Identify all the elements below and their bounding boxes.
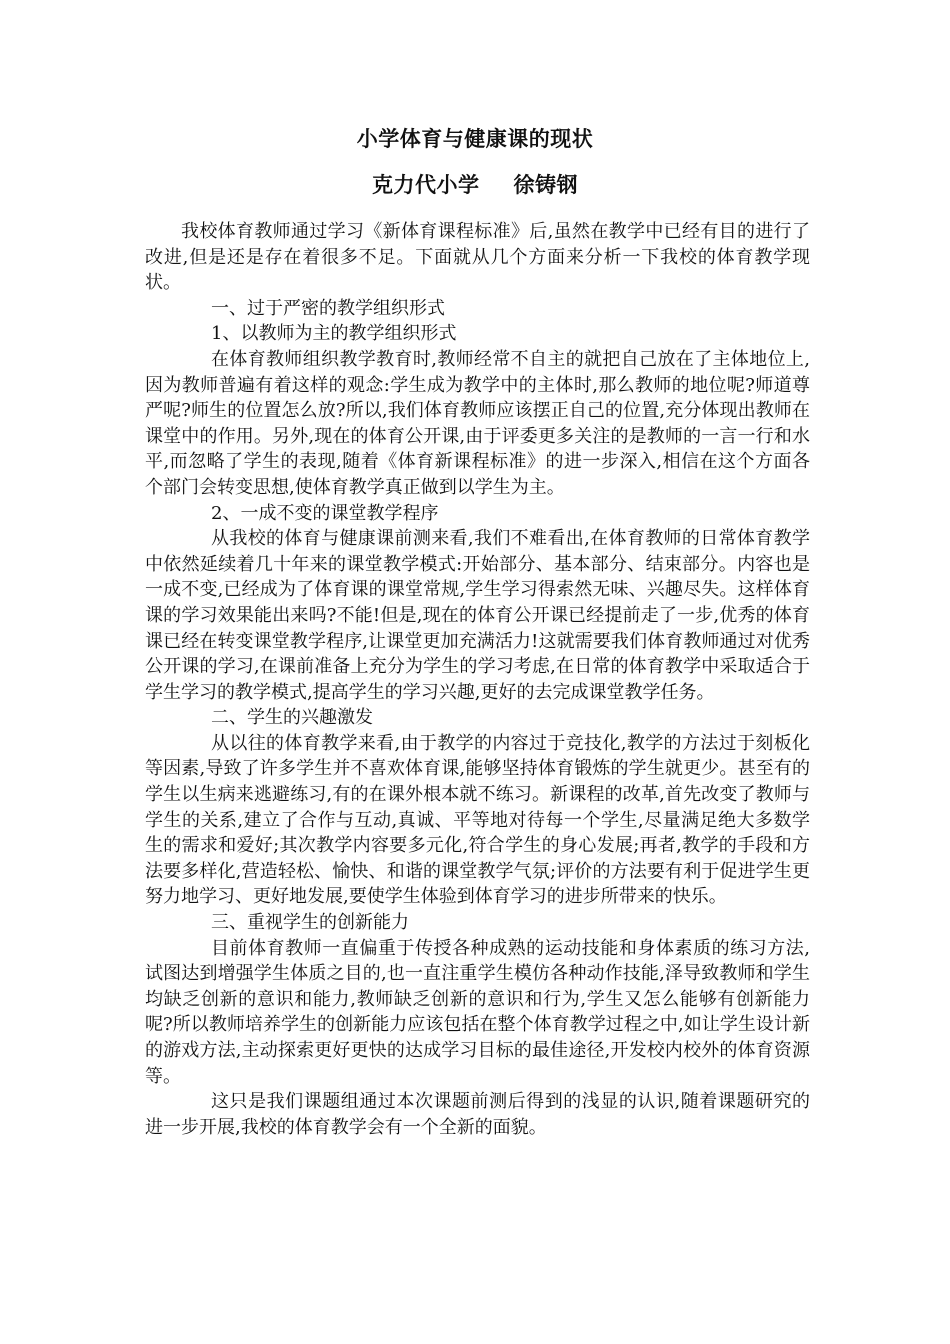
section-heading: 一、过于严密的教学组织形式	[211, 297, 445, 319]
subsection-heading: 2、一成不变的课堂教学程序	[211, 502, 439, 524]
closing-paragraph: 这只是我们课题组通过本次课题前测后得到的浅显的认识,随着课题研究的进一步开展,我校的体育教学会有一个全新的面貌。	[145, 1091, 810, 1138]
byline-school: 克力代小学	[372, 173, 480, 197]
section-heading: 三、重视学生的创新能力	[211, 912, 409, 934]
byline-author: 徐铸钢	[513, 173, 578, 197]
subsection-heading: 1、以教师为主的教学组织形式	[211, 323, 457, 345]
document-title: 小学体育与健康课的现状	[356, 127, 594, 151]
body-paragraph: 从我校的体育与健康课前测来看,我们不难看出,在体育教师的日常体育教学中依然延续着几十年来的课堂教学模式:开始部分、基本部分、结束部分。内容也是一成不变,已经成为了体育课的课堂常规,学生学习得索然无味、兴趣尽失。这样体育课的学习效果能出来吗?不能!但是,现在的体育公开课已经提前走了一步,优秀的体育课已经在转变课堂教学程序,让课堂更加充满活力!这就需要我们体育教师通过对优秀公开课的学习,在课前准备上充分为学生的学习考虑,在日常的体育教学中采取适合于学生学习的教学模式,提高学生的学习兴趣,更好的去完成课堂教学任务。	[145, 528, 810, 703]
body-paragraph: 目前体育教师一直偏重于传授各种成熟的运动技能和身体素质的练习方法,试图达到增强学生体质之目的,也一直注重学生模仿各种动作技能,泽导致教师和学生均缺乏创新的意识和能力,教师缺乏创新的意识和行为,学生又怎么能够有创新能力呢?所以教师培养学生的创新能力应该包括在整个体育教学过程之中,如让学生设计新的游戏方法,主动探索更好更快的达成学习目标的最佳途径,开发校内校外的体育资源等。	[145, 937, 810, 1087]
body-paragraph: 从以往的体育教学来看,由于教学的内容过于竞技化,教学的方法过于刻板化等因素,导致了许多学生并不喜欢体育课,能够坚持体育锻炼的学生就更少。甚至有的学生以生病来逃避练习,有的在课外根本就不练习。新课程的改革,首先改变了教师与学生的关系,建立了合作与互动,真诚、平等地对待每一个学生,尽量满足绝大多数学生的需求和爱好;其次教学内容要多元化,符合学生的身心发展;再者,教学的手段和方法要多样化,营造轻松、愉快、和谐的课堂教学气氛;评价的方法要有利于促进学生更努力地学习、更好地发展,要使学生体验到体育学习的进步所带来的快乐。	[145, 732, 810, 908]
body-paragraph: 在体育教师组织教学教育时,教师经常不自主的就把自己放在了主体地位上,因为教师普遍有着这样的观念:学生成为教学中的主体时,那么教师的地位呢?师道尊严呢?师生的位置怎么放?所以,我们体育教师应该摆正自己的位置,充分体现出教师在课堂中的作用。另外,现在的体育公开课,由于评委更多关注的是教师的一言一行和水平,而忽略了学生的表现,随着《体育新课程标准》的进一步深入,相信在这个方面各个部门会转变思想,使体育教学真正做到以学生为主。	[145, 348, 810, 498]
document-byline	[0, 170, 950, 200]
intro-paragraph: 我校体育教师通过学习《新体育课程标准》后,虽然在教学中已经有目的进行了改进,但是还是存在着很多不足。下面就从几个方面来分析一下我校的体育教学现状。	[145, 221, 810, 294]
section-heading: 二、学生的兴趣激发	[211, 707, 373, 729]
document-body	[145, 219, 810, 1140]
